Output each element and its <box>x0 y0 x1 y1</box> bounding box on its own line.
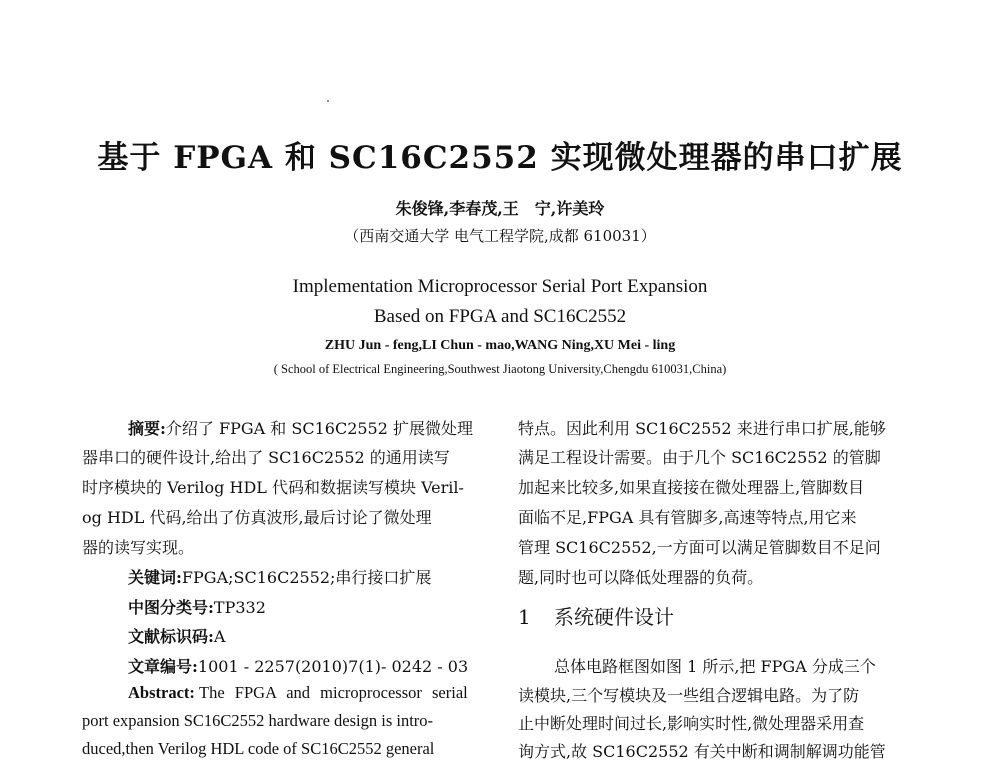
intro-line-5: 管理 SC16C2552,一方面可以满足管脚数目不足问 <box>518 538 881 557</box>
clc-line <box>128 595 266 618</box>
authors-zh: 朱俊锋,李春茂,王 宁,许美玲 <box>395 199 605 218</box>
doc-code-line <box>128 624 225 647</box>
doc-code-label: 文献标识码: <box>128 627 214 646</box>
clc-label: 中图分类号: <box>128 598 214 617</box>
keywords-line <box>128 565 431 588</box>
section-line-4: 询方式,故 SC16C2552 有关中断和调制解调功能管 <box>518 742 886 761</box>
abstract-en-line-1 <box>128 683 468 703</box>
abstract-line-4: og HDL 代码,给出了仿真波形,最后讨论了微处理 <box>82 508 432 527</box>
affiliation-zh: （西南交通大学 电气工程学院,成都 610031） <box>344 227 656 245</box>
abstract-line-5: 器的读写实现。 <box>82 538 195 557</box>
abstract-text-1: 介绍了 FPGA 和 SC16C2552 扩展微处理 <box>165 419 473 438</box>
section-heading <box>518 601 674 630</box>
section-line-3: 止中断处理时间过长,影响实时性,微处理器采用查 <box>518 714 865 733</box>
keywords-label: 关键词: <box>128 568 182 587</box>
abstract-line-1 <box>128 416 473 439</box>
abstract-en-line-2: port expansion SC16C2552 hardware design is intro- <box>82 711 434 730</box>
abstract-en-line-3: duced,then Verilog HDL code of SC16C2552 general <box>82 739 435 758</box>
title-en-line-1: Implementation Microprocessor Serial Port Expansion <box>292 276 708 297</box>
intro-line-3: 加起来比较多,如果直接接在微处理器上,管脚数目 <box>518 478 865 497</box>
scan-speck <box>327 100 329 102</box>
authors-en: ZHU Jun - feng,LI Chun - mao,WANG Ning,XU Mei - ling <box>324 338 676 353</box>
abstract-en-label: Abstract: <box>128 683 195 702</box>
section-line-1: 总体电路框图如图 1 所示,把 FPGA 分成三个 <box>554 657 876 676</box>
affiliation-en: ( School of Electrical Engineering,Southwest Jiaotong University,Chengdu 610031,China) <box>273 362 727 376</box>
section-number: 1 <box>518 605 531 629</box>
abstract-label: 摘要: <box>128 419 166 438</box>
article-no-line <box>128 654 468 677</box>
abstract-en-text-1: The FPGA and microprocessor serial <box>199 683 468 702</box>
keywords-value: FPGA;SC16C2552;串行接口扩展 <box>181 568 432 587</box>
clc-value: TP332 <box>213 598 266 617</box>
section-title: 系统硬件设计 <box>554 605 674 629</box>
intro-line-2: 满足工程设计需要。由于几个 SC16C2552 的管脚 <box>518 448 881 467</box>
article-no-label: 文章编号: <box>128 657 198 676</box>
intro-line-4: 面临不足,FPGA 具有管脚多,高速等特点,用它来 <box>518 508 857 527</box>
abstract-line-3: 时序模块的 Verilog HDL 代码和数据读写模块 Veril- <box>82 478 464 497</box>
doc-code-value: A <box>213 627 226 646</box>
article-no-value: 1001 - 2257(2010)7(1)- 0242 - 03 <box>197 657 469 676</box>
intro-line-6: 题,同时也可以降低处理器的负荷。 <box>518 568 764 587</box>
title-zh: 基于 FPGA 和 SC16C2552 实现微处理器的串口扩展 <box>97 140 903 176</box>
abstract-line-2: 器串口的硬件设计,给出了 SC16C2552 的通用读写 <box>82 448 450 467</box>
section-line-2: 读模块,三个写模块及一些组合逻辑电路。为了防 <box>518 686 860 705</box>
intro-line-1: 特点。因此利用 SC16C2552 来进行串口扩展,能够 <box>518 419 886 438</box>
title-en-line-2: Based on FPGA and SC16C2552 <box>373 306 627 327</box>
